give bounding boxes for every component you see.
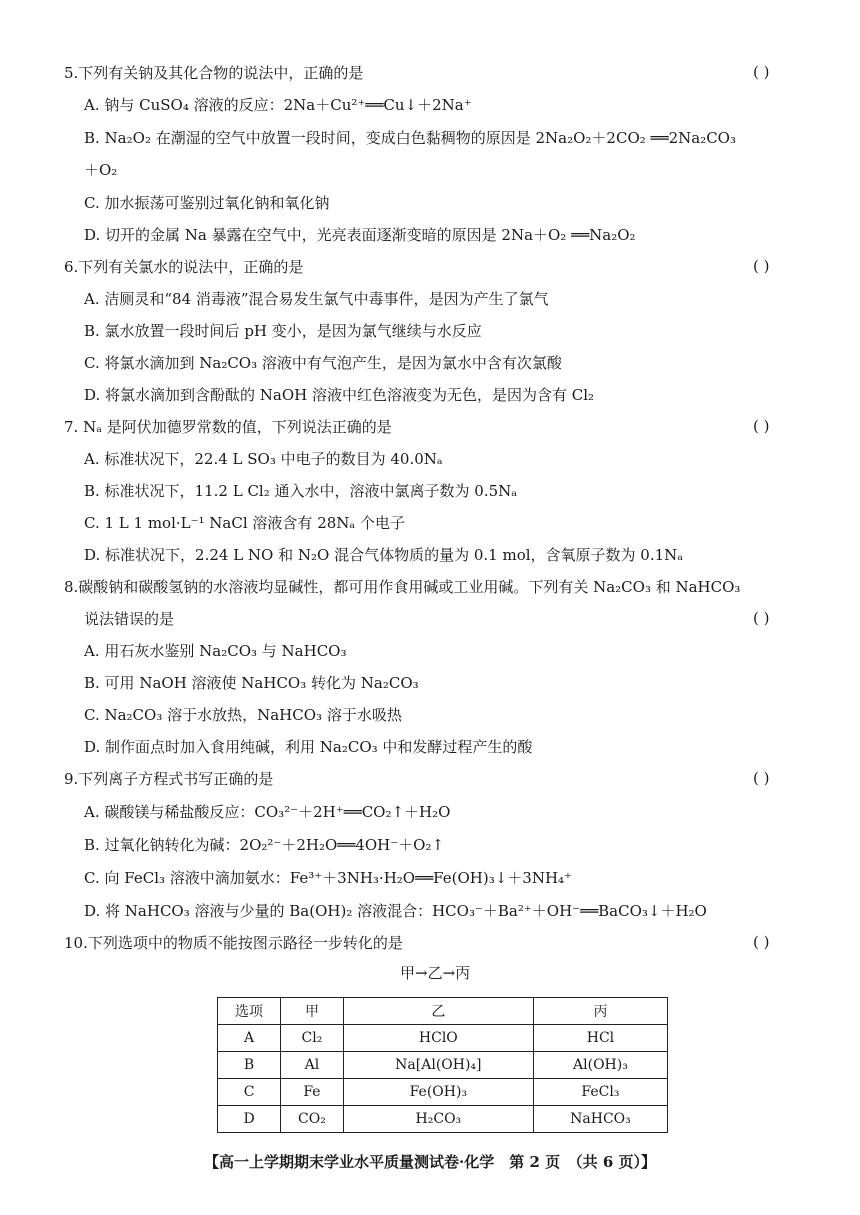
page-footer: 【高一上学期期末学业水平质量测试卷·化学 第 2 页 （共 6 页）】 <box>204 1153 656 1171</box>
question-8-stem-cont: 说法错误的是 <box>84 610 175 628</box>
question-5-option-a: A. 钠与 CuSO₄ 溶液的反应：2Na＋Cu²⁺══Cu↓＋2Na⁺ <box>84 96 472 114</box>
question-10-stem: 10.下列选项中的物质不能按图示路径一步转化的是 <box>64 934 403 952</box>
question-9-option-b: B. 过氧化钠转化为碱：2O₂²⁻＋2H₂O══4OH⁻＋O₂↑ <box>84 836 445 854</box>
question-6-option-d: D. 将氯水滴加到含酚酞的 NaOH 溶液中红色溶液变为无色，是因为含有 Cl₂ <box>84 386 595 404</box>
question-8-option-a: A. 用石灰水鉴别 Na₂CO₃ 与 NaHCO₃ <box>84 642 347 660</box>
table-cell: Al(OH)₃ <box>533 1052 667 1079</box>
question-8-option-c: C. Na₂CO₃ 溶于水放热，NaHCO₃ 溶于水吸热 <box>84 706 402 724</box>
table-header-cell: 甲 <box>281 998 344 1025</box>
answer-bracket-10: ( ) <box>753 933 770 951</box>
table-header-row <box>218 998 668 1025</box>
question-5-option-b-cont: ＋O₂ <box>84 161 118 179</box>
table-row <box>218 1106 668 1133</box>
table-cell: B <box>218 1052 281 1079</box>
table-header-cell: 乙 <box>343 998 533 1025</box>
table-cell: D <box>218 1106 281 1133</box>
answer-bracket-7: ( ) <box>753 417 770 435</box>
question-5-stem: 5.下列有关钠及其化合物的说法中，正确的是 <box>64 64 364 82</box>
question-7-option-b: B. 标准状况下，11.2 L Cl₂ 通入水中，溶液中氯离子数为 0.5Nₐ <box>84 482 518 500</box>
question-5-option-b: B. Na₂O₂ 在潮湿的空气中放置一段时间，变成白色黏稠物的原因是 2Na₂O₂＋2CO₂ ══2Na₂CO₃ <box>84 129 736 147</box>
question-9-option-c: C. 向 FeCl₃ 溶液中滴加氨水：Fe³⁺＋3NH₃·H₂O══Fe(OH)₃↓＋3NH₄⁺ <box>84 869 572 887</box>
table-cell: FeCl₃ <box>533 1079 667 1106</box>
table-cell: H₂CO₃ <box>343 1106 533 1133</box>
options-table <box>217 997 668 1133</box>
table-header-cell: 丙 <box>533 998 667 1025</box>
table-cell: Fe <box>281 1079 344 1106</box>
table-row <box>218 1025 668 1052</box>
table-cell: HClO <box>343 1025 533 1052</box>
answer-bracket-9: ( ) <box>753 769 770 787</box>
answer-bracket-8: ( ) <box>753 609 770 627</box>
question-7-stem: 7. Nₐ 是阿伏加德罗常数的值，下列说法正确的是 <box>64 418 392 436</box>
question-9-option-a: A. 碳酸镁与稀盐酸反应：CO₃²⁻＋2H⁺══CO₂↑＋H₂O <box>84 803 451 821</box>
question-8-option-b: B. 可用 NaOH 溶液使 NaHCO₃ 转化为 Na₂CO₃ <box>84 674 419 692</box>
question-7-option-c: C. 1 L 1 mol·L⁻¹ NaCl 溶液含有 28Nₐ 个电子 <box>84 514 405 532</box>
question-6-option-a: A. 洁厕灵和“84 消毒液”混合易发生氯气中毒事件，是因为产生了氯气 <box>84 290 549 308</box>
table-cell: Al <box>281 1052 344 1079</box>
question-8-option-d: D. 制作面点时加入食用纯碱，利用 Na₂CO₃ 中和发酵过程产生的酸 <box>84 738 533 756</box>
question-6-option-b: B. 氯水放置一段时间后 pH 变小，是因为氯气继续与水反应 <box>84 322 482 340</box>
answer-bracket-6: ( ) <box>753 257 770 275</box>
table-cell: Cl₂ <box>281 1025 344 1052</box>
question-7-option-d: D. 标准状况下，2.24 L NO 和 N₂O 混合气体物质的量为 0.1 mol，含氧原子数为 0.1Nₐ <box>84 546 684 564</box>
question-6-stem: 6.下列有关氯水的说法中，正确的是 <box>64 258 304 276</box>
conversion-path: 甲→乙→丙 <box>400 964 471 982</box>
table-header-cell: 选项 <box>218 998 281 1025</box>
question-9-option-d: D. 将 NaHCO₃ 溶液与少量的 Ba(OH)₂ 溶液混合：HCO₃⁻＋Ba²⁺＋OH⁻══BaCO₃↓＋H₂O <box>84 902 707 920</box>
table-cell: CO₂ <box>281 1106 344 1133</box>
question-9-stem: 9.下列离子方程式书写正确的是 <box>64 770 274 788</box>
question-8-stem: 8.碳酸钠和碳酸氢钠的水溶液均显碱性，都可用作食用碱或工业用碱。下列有关 Na₂CO₃ 和 NaHCO₃ <box>64 578 741 596</box>
table-cell: HCl <box>533 1025 667 1052</box>
question-6-option-c: C. 将氯水滴加到 Na₂CO₃ 溶液中有气泡产生，是因为氯水中含有次氯酸 <box>84 354 562 372</box>
table-cell: A <box>218 1025 281 1052</box>
table-cell: NaHCO₃ <box>533 1106 667 1133</box>
question-5-option-d: D. 切开的金属 Na 暴露在空气中，光亮表面逐渐变暗的原因是 2Na＋O₂ ══Na₂O₂ <box>84 226 636 244</box>
table-row <box>218 1079 668 1106</box>
question-7-option-a: A. 标准状况下，22.4 L SO₃ 中电子的数目为 40.0Nₐ <box>84 450 443 468</box>
table-cell: Fe(OH)₃ <box>343 1079 533 1106</box>
question-5-option-c: C. 加水振荡可鉴别过氧化钠和氧化钠 <box>84 194 330 212</box>
table-cell: C <box>218 1079 281 1106</box>
table-cell: Na[Al(OH)₄] <box>343 1052 533 1079</box>
table-row <box>218 1052 668 1079</box>
answer-bracket-5: ( ) <box>753 63 770 81</box>
